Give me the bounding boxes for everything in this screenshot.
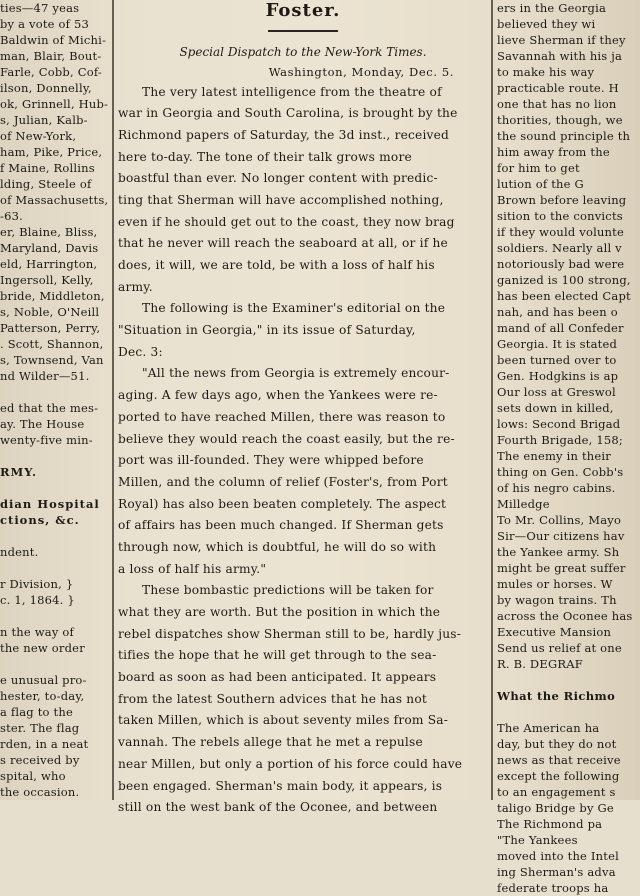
right-column-line: federate troops ha [497,881,609,895]
left-column-line [0,528,108,544]
article-line: ported to have reached Millen, there was reason to [118,409,446,424]
left-column-line: e unusual pro- [0,673,87,687]
left-column-line: -63. [0,209,23,223]
article-line: The very latest intelligence from the theatre of [142,84,442,99]
left-column-line: r Division, } [0,577,74,591]
right-column-line: Milledge [497,497,550,511]
left-column-line [0,384,108,400]
right-column-line: for him to get [497,161,580,175]
left-column-line: ties—47 yeas [0,1,80,15]
left-column-line: lding, Steele of [0,177,92,191]
right-column-line: thing on Gen. Cobb's [497,465,624,479]
right-column-line: him away from the [497,145,610,159]
right-column-line: Send us relief at one [497,641,622,655]
column-rule-left [112,0,114,800]
right-column-line: to an engagement s [497,785,616,799]
left-column-line: er, Blaine, Bliss, [0,225,98,239]
right-column-line: Fourth Brigade, 158; [497,433,624,447]
dispatch-line: Special Dispatch to the New-York Times. [179,44,427,59]
left-column-line: the occasion. [0,785,80,799]
article-title: Foster. [265,0,341,21]
right-column-line: lows: Second Brigad [497,417,621,431]
right-column-line: been turned over to [497,353,617,367]
article-body [118,82,488,819]
right-column-line: Gen. Hodgkins is ap [497,369,619,383]
left-column-line: man, Blair, Bout- [0,49,102,63]
right-column-line: sets down in killed, [497,401,614,415]
right-column-line: The enemy in their [497,449,611,463]
article-line: through now, which is doubtful, he will do so with [118,539,437,554]
left-column-line: s, Townsend, Van [0,353,104,367]
article-line: "All the news from Georgia is extremely encour- [142,366,450,381]
right-column-line: R. B. DEGRAF [497,657,583,671]
right-column-line: one that has no lion [497,97,617,111]
article-line: Dec. 3: [118,344,163,359]
left-column-line: hester, to-day, [0,689,85,703]
article-line: tifies the hope that he will get through to the sea- [118,648,437,663]
left-column-line: f Maine, Rollins [0,161,95,175]
left-column-line: rden, in a neat [0,737,89,751]
left-column-line: Maryland, Davis [0,241,99,255]
right-column-line: mand of all Confeder [497,321,624,335]
left-column-line: ilson, Donnelly, [0,81,92,95]
title-divider [268,30,338,32]
right-column-line: notoriously bad were [497,257,625,271]
article-line: "Situation in Georgia," in its issue of Saturday, [118,323,416,338]
article-line: been engaged. Sherman's main body, it appears, is [118,778,443,793]
column-rule-right [491,0,493,800]
right-column-line: ing Sherman's adva [497,865,616,879]
left-column-line [0,608,108,624]
left-column-line [0,560,108,576]
left-column-line [0,480,108,496]
right-column-line: of his negro cabins. [497,481,616,495]
article-line: of affairs has been much changed. If Sherman gets [118,518,444,533]
article-line: Royal) has also been beaten completely. The aspect [118,496,447,511]
right-column-line: The Richmond pa [497,817,603,831]
right-column-line: What the Richmo [497,689,616,703]
article-line: port was ill-founded. They were whipped before [118,453,424,468]
article-paragraph [118,363,488,580]
article-line: rebel dispatches show Sherman still to be, hardly jus- [118,626,462,641]
right-column-line: news as that receive [497,753,621,767]
article-line: war in Georgia and South Carolina, is brought by the [118,106,458,121]
left-column-line: ctions, &c. [0,513,80,527]
left-column-line: by a vote of 53 [0,17,89,31]
left-column-line: Ingersoll, Kelly, [0,273,94,287]
article-paragraph [118,580,488,819]
left-column-line: s, Noble, O'Neill [0,305,100,319]
article-paragraph [118,82,488,299]
article-line: a loss of half his army." [118,561,267,576]
left-column-line [0,448,108,464]
article-line: Richmond papers of Saturday, the 3d inst., received [118,127,450,142]
right-column-line: lution of the G [497,177,584,191]
right-column-line: might be great suffer [497,561,626,575]
left-column-line: RMY. [0,465,38,479]
left-column-line: . Scott, Shannon, [0,337,104,351]
article-line: These bombastic predictions will be taken for [142,583,434,598]
article-line: that he never will reach the seaboard at all, or if he [118,236,448,251]
right-column-line: to make his way [497,65,595,79]
article-line: still on the west bank of the Oconee, and between [118,800,438,815]
left-column-line: s, Julian, Kalb- [0,113,88,127]
left-column-line: bride, Middleton, [0,289,105,303]
right-column-line: Georgia. It is stated [497,337,618,351]
right-column-line: the sound principle th [497,129,631,143]
left-column-line: c. 1, 1864. } [0,593,75,607]
left-column-line: of Massachusetts, [0,193,109,207]
article-line: taken Millen, which is about seventy miles from Sa- [118,713,449,728]
left-column-line: nd Wilder—51. [0,369,90,383]
left-column-line: a flag to the [0,705,73,719]
right-column-line: if they would volunte [497,225,624,239]
right-column-line: taligo Bridge by Ge [497,801,614,815]
article-line: boastful than ever. No longer content with predic- [118,171,438,186]
right-column [497,0,640,895]
right-column-line: lieve Sherman if they [497,33,626,47]
main-column [118,0,488,815]
right-column-line: practicable route. H [497,81,619,95]
left-column-line: the new order [0,641,85,655]
article-line: Millen, and the column of relief (Foster's, from Port [118,474,448,489]
left-column-line [0,656,108,672]
article-line: aging. A few days ago, when the Yankees were re- [118,388,438,403]
article-line: what they are worth. But the position in which the [118,605,441,619]
right-column-line: except the following [497,769,620,783]
article-line: even if he should get out to the coast, they now brag [118,214,455,229]
left-column-line: spital, who [0,769,66,783]
right-column-line: by wagon trains. Th [497,593,617,607]
right-column-line: Brown before leaving [497,193,627,207]
left-column [0,0,108,800]
left-column-line: ham, Pike, Price, [0,145,103,159]
right-column-line: "The Yankees [497,833,578,847]
dateline: Washington, Monday, Dec. 5. [268,64,454,79]
left-column-line: eld, Harrington, [0,257,98,271]
right-column-line: ganized is 100 strong, [497,273,631,287]
left-column-line: ndent. [0,545,39,559]
article-line: believe they would reach the coast easily, but the re- [118,431,455,446]
left-column-line: ok, Grinnell, Hub- [0,97,109,111]
article-line: ting that Sherman will have accomplished nothing, [118,192,444,207]
right-column-line: mules or horses. W [497,577,613,591]
left-column-line: n the way of [0,625,74,639]
left-column-line: Baldwin of Michi- [0,33,107,47]
left-column-line: Patterson, Perry, [0,321,101,335]
right-column-line: day, but they do not [497,737,617,751]
right-column-line: Savannah with his ja [497,49,623,63]
article-line: The following is the Examiner's editorial on the [142,301,446,316]
left-column-line: s received by [0,753,80,767]
article-line: near Millen, but only a portion of his force could have [118,756,463,771]
right-column-line: moved into the Intel [497,849,619,863]
left-column-line: dian Hospital [0,497,100,511]
right-column-line: soldiers. Nearly all v [497,241,622,255]
right-column-line: believed they wi [497,17,596,31]
article-line: army. [118,279,153,294]
left-column-line: ay. The House [0,417,85,431]
right-column-line [497,672,640,688]
left-column-line: ster. The flag [0,721,80,735]
right-column-line [497,704,640,720]
right-column-line: ers in the Georgia [497,1,606,15]
right-column-line: thorities, though, we [497,113,623,127]
article-line: vannah. The rebels allege that he met a repulse [118,735,423,750]
article-line: board as soon as had been anticipated. It appears [118,670,437,685]
right-column-line: Executive Mansion [497,625,612,639]
right-column-line: sition to the convicts [497,209,623,223]
right-column-line: Our loss at Greswol [497,385,616,399]
left-column-line: Farle, Cobb, Cof- [0,65,102,79]
article-paragraph [118,298,488,363]
right-column-line: the Yankee army. Sh [497,545,620,559]
left-column-line: of New-York, [0,129,77,143]
article-line: from the latest Southern advices that he has not [118,691,427,706]
right-column-line: To Mr. Collins, Mayo [497,513,622,527]
right-column-line: across the Oconee has [497,609,633,623]
left-column-line: wenty-five min- [0,433,93,447]
right-column-line: nah, and has been o [497,305,618,319]
left-column-line: ed that the mes- [0,401,99,415]
right-column-line: Sir—Our citizens hav [497,529,625,543]
right-column-line: has been elected Capt [497,289,631,303]
right-column-line: The American ha [497,721,600,735]
article-line: does, it will, we are told, be with a loss of half his [118,258,435,272]
article-line: here to-day. The tone of their talk grows more [118,149,412,164]
